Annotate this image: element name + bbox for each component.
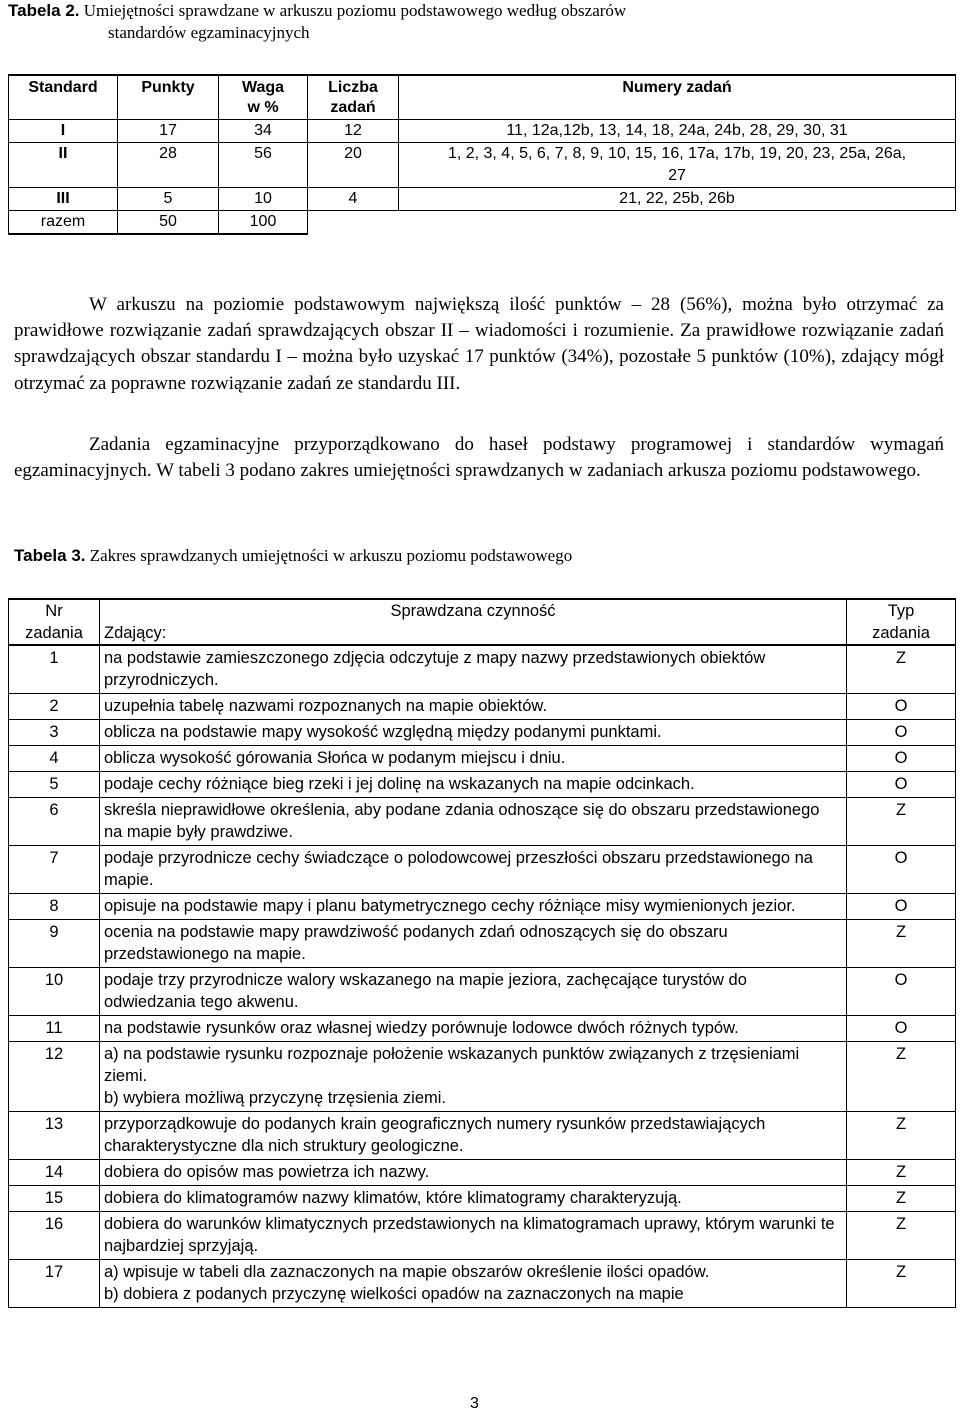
cell-czynnosc	[100, 920, 847, 968]
cell-czynnosc	[100, 645, 847, 694]
cell-waga: 10	[219, 188, 308, 211]
table2	[8, 74, 956, 235]
cell-czynnosc	[100, 1186, 847, 1212]
table-row	[9, 1016, 956, 1042]
cell-typ: O	[847, 968, 956, 1016]
cell-czynnosc	[100, 720, 847, 746]
page-number: 3	[470, 1395, 479, 1412]
table3-caption	[14, 545, 954, 567]
table-row	[9, 1112, 956, 1160]
cell-typ: Z	[847, 1260, 956, 1308]
cell-czynnosc	[100, 694, 847, 720]
czynnosc-text-sub: b) dobiera z podanych przyczynę wielkości opadów na zaznaczonych na mapie	[104, 1285, 684, 1303]
cell-czynnosc	[100, 746, 847, 772]
table-row	[9, 1160, 956, 1186]
table-row	[9, 120, 956, 143]
table-row	[9, 645, 956, 694]
cell-liczba: 12	[308, 120, 399, 143]
header-nr: Nr zadania	[9, 599, 100, 645]
header-numery: Numery zadań	[399, 75, 956, 120]
cell-numery: 1, 2, 3, 4, 5, 6, 7, 8, 9, 10, 15, 16, 17a, 17b, 19, 20, 23, 25a, 26a, 27	[399, 143, 956, 188]
cell-czynnosc	[100, 1212, 847, 1260]
cell-nr: 2	[9, 694, 100, 720]
table-row	[9, 188, 956, 211]
table2-caption-text-cont: standardów egzaminacyjnych	[108, 23, 310, 42]
cell-typ: Z	[847, 645, 956, 694]
cell-empty	[308, 211, 399, 235]
table-row	[9, 1212, 956, 1260]
czynnosc-text: opisuje na podstawie mapy i planu batymetrycznego cechy różniące misy wymienionych jezior.	[104, 897, 796, 915]
paragraph-2: Zadania egzaminacyjne przyporządkowano do haseł podstawy programowej i standardów wymagań egzaminacyjnych. W tabeli 3 podano zakres umiejętności sprawdzanych w zadaniach arkusza poziomu podstawowego.	[14, 434, 944, 482]
table-row	[9, 772, 956, 798]
table-row	[9, 720, 956, 746]
header-typ: Typ zadania	[847, 599, 956, 645]
cell-czynnosc	[100, 1112, 847, 1160]
table-row	[9, 968, 956, 1016]
czynnosc-text: na podstawie rysunków oraz własnej wiedzy porównuje lodowce dwóch różnych typów.	[104, 1019, 739, 1037]
cell-typ: Z	[847, 1112, 956, 1160]
cell-nr: 13	[9, 1112, 100, 1160]
cell-punkty: 17	[118, 120, 219, 143]
table2-caption-text: Umiejętności sprawdzane w arkuszu poziomu podstawowego według obszarów	[83, 1, 627, 20]
table-row	[9, 798, 956, 846]
table-row	[9, 143, 956, 188]
paragraph-1: W arkuszu na poziomie podstawowym największą ilość punktów – 28 (56%), można było otrzymać za prawidłowe rozwiązanie zadań sprawdzających obszar II – wiadomości i rozumienie. Za prawidłowe rozwiązanie zadań sprawdzających obszar standardu I – można było uzyskać 17 punktów (34%), pozostałe 5 punktów (10%), zdający mógł otrzymać za poprawne rozwiązanie zadań ze standardu III.	[14, 294, 944, 394]
czynnosc-text-sub: b) wybiera możliwą przyczynę trzęsienia ziemi.	[104, 1089, 447, 1107]
cell-typ: O	[847, 694, 956, 720]
table2-total-row	[9, 211, 956, 235]
czynnosc-text: dobiera do opisów mas powietrza ich nazwy.	[104, 1163, 430, 1181]
table3-caption-text: Zakres sprawdzanych umiejętności w arkuszu poziomu podstawowego	[89, 546, 573, 565]
czynnosc-text: skreśla nieprawidłowe określenia, aby podane zdania odnoszące się do obszaru przedstawionego na mapie były prawdziwe.	[104, 801, 820, 841]
cell-typ: Z	[847, 1212, 956, 1260]
table-row	[9, 1260, 956, 1308]
cell-typ: O	[847, 772, 956, 798]
cell-standard: III	[9, 188, 118, 211]
cell-typ: Z	[847, 1042, 956, 1112]
cell-czynnosc	[100, 846, 847, 894]
cell-czynnosc	[100, 1042, 847, 1112]
table-row	[9, 894, 956, 920]
czynnosc-text: dobiera do warunków klimatycznych przedstawionych na klimatogramach uprawy, którym warunki te najbardziej sprzyjają.	[104, 1215, 835, 1255]
cell-typ: O	[847, 746, 956, 772]
cell-typ: O	[847, 1016, 956, 1042]
table-row	[9, 746, 956, 772]
header-liczba: Liczba zadań	[308, 75, 399, 120]
cell-nr: 1	[9, 645, 100, 694]
cell-liczba: 4	[308, 188, 399, 211]
cell-standard: II	[9, 143, 118, 188]
table-row	[9, 920, 956, 968]
cell-nr: 15	[9, 1186, 100, 1212]
cell-numery: 21, 22, 25b, 26b	[399, 188, 956, 211]
czynnosc-text: a) wpisuje w tabeli dla zaznaczonych na mapie obszarów określenie ilości opadów.	[104, 1263, 710, 1281]
cell-nr: 8	[9, 894, 100, 920]
table3	[8, 598, 956, 1308]
czynnosc-text: a) na podstawie rysunku rozpoznaje położenie wskazanych punktów związanych z trzęsieniami ziemi.	[104, 1045, 800, 1085]
cell-total-waga: 100	[219, 211, 308, 235]
cell-czynnosc	[100, 798, 847, 846]
cell-typ: Z	[847, 1160, 956, 1186]
czynnosc-text: dobiera do klimatogramów nazwy klimatów, które klimatogramy charakteryzują.	[104, 1189, 682, 1207]
czynnosc-text: na podstawie zamieszczonego zdjęcia odczytuje z mapy nazwy przedstawionych obiektów przyrodniczych.	[104, 649, 766, 689]
cell-nr: 6	[9, 798, 100, 846]
cell-numery: 11, 12a,12b, 13, 14, 18, 24a, 24b, 28, 29, 30, 31	[399, 120, 956, 143]
cell-czynnosc	[100, 968, 847, 1016]
cell-typ: Z	[847, 920, 956, 968]
czynnosc-text: podaje trzy przyrodnicze walory wskazanego na mapie jeziora, zachęcające turystów do odwiedzania tego akwenu.	[104, 971, 747, 1011]
cell-nr: 10	[9, 968, 100, 1016]
cell-punkty: 5	[118, 188, 219, 211]
czynnosc-text: podaje cechy różniące bieg rzeki i jej dolinę na wskazanych na mapie odcinkach.	[104, 775, 695, 793]
czynnosc-text: oblicza wysokość górowania Słońca w podanym miejscu i dniu.	[104, 749, 566, 767]
table-row	[9, 846, 956, 894]
cell-typ: O	[847, 720, 956, 746]
cell-nr: 9	[9, 920, 100, 968]
table2-caption	[8, 0, 948, 44]
table-row	[9, 694, 956, 720]
cell-nr: 7	[9, 846, 100, 894]
table2-caption-label: Tabela 2.	[8, 1, 80, 20]
table3-header-row	[9, 599, 956, 645]
header-czynnosc: Sprawdzana czynność Zdający:	[100, 599, 847, 645]
table2-header-row	[9, 75, 956, 120]
cell-nr: 14	[9, 1160, 100, 1186]
header-waga: Waga w %	[219, 75, 308, 120]
cell-czynnosc	[100, 1260, 847, 1308]
czynnosc-text: oblicza na podstawie mapy wysokość względną między podanymi punktami.	[104, 723, 662, 741]
cell-czynnosc	[100, 1160, 847, 1186]
table3-caption-label: Tabela 3.	[14, 546, 86, 565]
cell-nr: 3	[9, 720, 100, 746]
cell-nr: 16	[9, 1212, 100, 1260]
cell-nr: 12	[9, 1042, 100, 1112]
cell-czynnosc	[100, 1016, 847, 1042]
cell-czynnosc	[100, 772, 847, 798]
czynnosc-text: podaje przyrodnicze cechy świadczące o polodowcowej przeszłości obszaru przedstawionego na mapie.	[104, 849, 813, 889]
cell-nr: 11	[9, 1016, 100, 1042]
czynnosc-text: przyporządkowuje do podanych krain geograficznych numery rysunków przedstawiających charakterystyczne dla nich struktury geologiczne.	[104, 1115, 766, 1155]
cell-nr: 5	[9, 772, 100, 798]
header-punkty: Punkty	[118, 75, 219, 120]
cell-typ: Z	[847, 1186, 956, 1212]
header-standard: Standard	[9, 75, 118, 120]
cell-liczba: 20	[308, 143, 399, 188]
cell-total-punkty: 50	[118, 211, 219, 235]
cell-empty	[399, 211, 956, 235]
cell-czynnosc	[100, 894, 847, 920]
cell-typ: O	[847, 846, 956, 894]
cell-punkty: 28	[118, 143, 219, 188]
cell-typ: Z	[847, 798, 956, 846]
cell-waga: 56	[219, 143, 308, 188]
cell-waga: 34	[219, 120, 308, 143]
table-row	[9, 1186, 956, 1212]
cell-nr: 4	[9, 746, 100, 772]
cell-standard: I	[9, 120, 118, 143]
cell-total-label: razem	[9, 211, 118, 235]
table-row	[9, 1042, 956, 1112]
cell-typ: O	[847, 894, 956, 920]
czynnosc-text: ocenia na podstawie mapy prawdziwość podanych zdań odnoszących się do obszaru przedstawionego na mapie.	[104, 923, 728, 963]
cell-nr: 17	[9, 1260, 100, 1308]
czynnosc-text: uzupełnia tabelę nazwami rozpoznanych na mapie obiektów.	[104, 697, 548, 715]
